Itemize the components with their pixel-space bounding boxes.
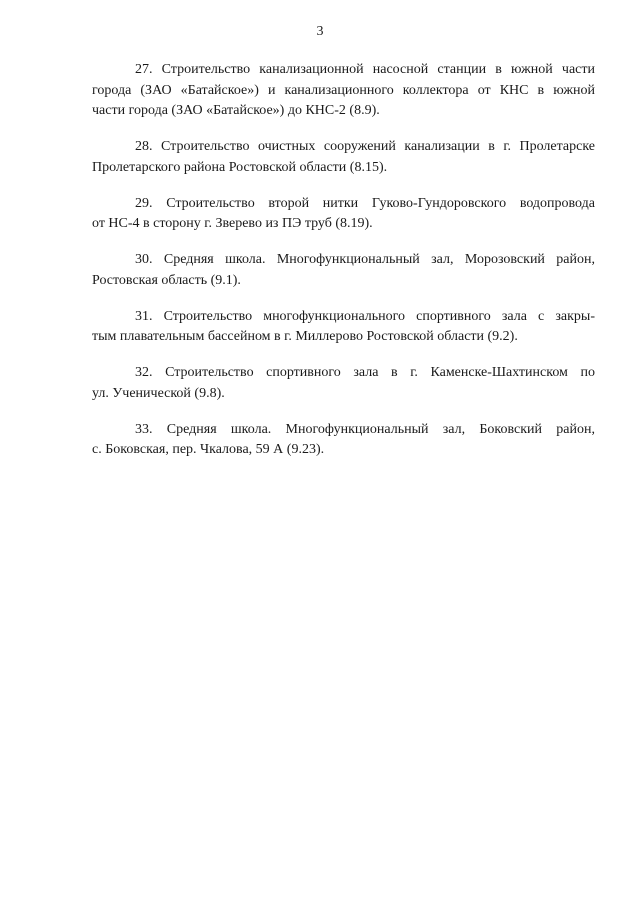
item-line: тым плавательным бассейном в г. Миллерово Ростовской области (9.2).	[92, 329, 518, 344]
item-line: ул. Ученической (9.8).	[92, 385, 225, 401]
item-line: 30. Средняя школа. Многофункциональный зал, Морозовский район,	[135, 252, 595, 267]
item-line: 29. Строительство второй нитки Гуково-Гундоровского водопровода	[135, 195, 595, 211]
item-line: Пролетарского района Ростовской области (8.15).	[92, 159, 388, 175]
page-number: 3	[316, 24, 324, 39]
item-line: 27. Строительство канализационной насосной станции в южной части	[135, 62, 595, 77]
item-line: 33. Средняя школа. Многофункциональный зал, Боковский район,	[135, 421, 595, 437]
item-line: Ростовская область (9.1).	[92, 272, 241, 288]
list-item-31	[92, 307, 595, 348]
item-line: 32. Строительство спортивного зала в г. Каменске-Шахтинском по	[135, 365, 595, 380]
item-list	[92, 60, 595, 476]
item-line: от НС-4 в сторону г. Зверево из ПЭ труб (8.19).	[92, 216, 373, 231]
list-item-30	[92, 250, 595, 291]
item-line: города (ЗАО «Батайское») и канализационного коллектора от КНС в южной	[92, 82, 595, 98]
list-item-33	[92, 420, 595, 461]
list-item-29	[92, 194, 595, 235]
list-item-27	[92, 60, 595, 122]
item-line: 28. Строительство очистных сооружений канализации в г. Пролетарске	[135, 139, 595, 154]
item-line: с. Боковская, пер. Чкалова, 59 А (9.23).	[92, 442, 325, 457]
item-line: 31. Строительство многофункционального спортивного зала с закры-	[135, 308, 595, 324]
list-item-28	[92, 137, 595, 178]
list-item-32	[92, 363, 595, 404]
item-line: части города (ЗАО «Батайское») до КНС-2 (8.9).	[92, 103, 380, 118]
